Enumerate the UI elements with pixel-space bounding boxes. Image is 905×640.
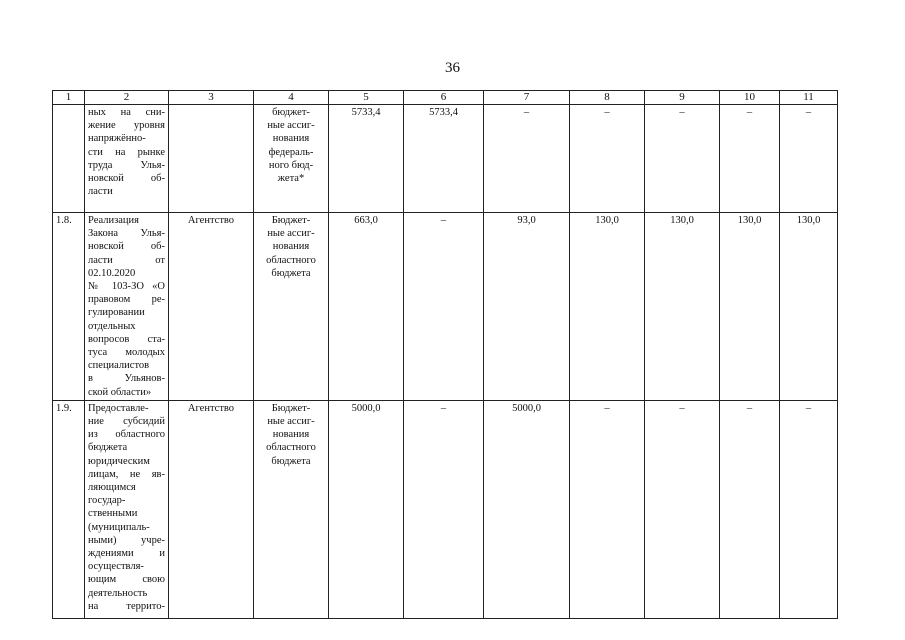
text-line: нования bbox=[272, 429, 310, 441]
text-line: нования bbox=[272, 133, 310, 145]
text-line: федераль- bbox=[268, 146, 314, 158]
column-header: 5 bbox=[329, 91, 404, 105]
text-line: Предоставле- bbox=[88, 402, 149, 414]
budget-table bbox=[52, 90, 838, 619]
activity-name-cell bbox=[85, 105, 169, 213]
text-line: бюджет- bbox=[272, 107, 310, 118]
text-line: бюджета bbox=[88, 442, 128, 454]
text-line: гулировании bbox=[88, 307, 145, 319]
text-line: туса молодых bbox=[88, 347, 165, 359]
value-cell: 130,0 bbox=[780, 213, 838, 401]
value-cell: – bbox=[780, 105, 838, 213]
text-line: № 103-ЗО «О bbox=[88, 281, 165, 293]
text-line: из областного bbox=[88, 429, 165, 441]
funding-source-cell bbox=[254, 213, 329, 401]
row-number-cell: 1.8. bbox=[53, 213, 85, 401]
value-cell: – bbox=[570, 400, 645, 618]
text-line: областного bbox=[266, 442, 316, 454]
executor-cell: Агентство bbox=[169, 213, 254, 401]
text-line: ласти bbox=[88, 186, 113, 198]
text-line: жета* bbox=[277, 173, 305, 185]
activity-name-cell bbox=[85, 213, 169, 401]
column-header: 9 bbox=[645, 91, 720, 105]
text-line: ляющимся bbox=[88, 482, 136, 494]
text-line: ние субсидий bbox=[88, 416, 165, 428]
text-line: ской области» bbox=[88, 386, 152, 398]
page-number: 36 bbox=[445, 60, 460, 76]
value-cell: 130,0 bbox=[720, 213, 780, 401]
text-line: на террито- bbox=[88, 600, 165, 612]
text-line: 02.10.2020 bbox=[88, 267, 136, 279]
table-row bbox=[53, 213, 838, 401]
value-cell: – bbox=[720, 105, 780, 213]
text-line: отдельных bbox=[88, 320, 136, 332]
text-line: ждениями и bbox=[88, 548, 165, 560]
value-cell: 93,0 bbox=[484, 213, 570, 401]
value-cell: 130,0 bbox=[570, 213, 645, 401]
text-line: нования bbox=[272, 241, 310, 253]
text-line: Закона Улья- bbox=[88, 228, 165, 240]
text-line: юридическим bbox=[88, 455, 150, 467]
value-cell: – bbox=[720, 400, 780, 618]
text-line: Бюджет- bbox=[271, 402, 311, 414]
text-line: Реализация bbox=[88, 215, 139, 226]
text-line: новской об- bbox=[88, 241, 165, 253]
column-header: 6 bbox=[404, 91, 484, 105]
value-cell: 663,0 bbox=[329, 213, 404, 401]
executor-cell bbox=[169, 105, 254, 213]
text-line: лицам, не яв- bbox=[88, 468, 165, 480]
value-cell: 5000,0 bbox=[484, 400, 570, 618]
text-line: напряжённо- bbox=[88, 133, 146, 145]
text-line: бюджета bbox=[271, 455, 311, 467]
value-cell: 5733,4 bbox=[404, 105, 484, 213]
value-cell: – bbox=[645, 400, 720, 618]
table-header-row bbox=[53, 91, 838, 105]
text-line: вопросов ста- bbox=[88, 333, 165, 345]
table-row bbox=[53, 105, 838, 213]
funding-source-cell bbox=[254, 400, 329, 618]
text-line: ные ассиг- bbox=[267, 120, 315, 132]
column-header: 3 bbox=[169, 91, 254, 105]
column-header: 2 bbox=[85, 91, 169, 105]
column-header: 10 bbox=[720, 91, 780, 105]
text-line: осуществля- bbox=[88, 561, 144, 573]
text-line: специалистов bbox=[88, 360, 150, 372]
value-cell: – bbox=[645, 105, 720, 213]
column-header: 4 bbox=[254, 91, 329, 105]
value-cell: 5733,4 bbox=[329, 105, 404, 213]
text-line: бюджета bbox=[271, 267, 311, 279]
value-cell: – bbox=[404, 400, 484, 618]
column-header: 7 bbox=[484, 91, 570, 105]
text-line: ющим свою bbox=[88, 574, 165, 586]
text-line: ными) учре- bbox=[88, 534, 165, 546]
column-header: 1 bbox=[53, 91, 85, 105]
text-line: труда Улья- bbox=[88, 159, 165, 171]
text-line: государ- bbox=[88, 495, 126, 507]
text-line: в Ульянов- bbox=[88, 373, 165, 385]
table-row bbox=[53, 400, 838, 618]
value-cell: – bbox=[570, 105, 645, 213]
text-line: Бюджет- bbox=[271, 215, 311, 226]
activity-name-cell bbox=[85, 400, 169, 618]
column-header: 8 bbox=[570, 91, 645, 105]
funding-source-cell bbox=[254, 105, 329, 213]
text-line: (муниципаль- bbox=[88, 521, 150, 533]
text-line: ласти от bbox=[88, 254, 165, 266]
text-line: сти на рынке bbox=[88, 146, 165, 158]
table-header bbox=[53, 91, 838, 105]
text-line: ных на сни- bbox=[88, 107, 165, 118]
value-cell: – bbox=[484, 105, 570, 213]
text-line: областного bbox=[266, 254, 316, 266]
text-line: ные ассиг- bbox=[267, 416, 315, 428]
column-header: 11 bbox=[780, 91, 838, 105]
text-line: жение уровня bbox=[88, 120, 165, 132]
text-line: ственными bbox=[88, 508, 138, 520]
row-number-cell bbox=[53, 105, 85, 213]
executor-cell: Агентство bbox=[169, 400, 254, 618]
text-line: деятельность bbox=[88, 587, 148, 599]
text-line: правовом ре- bbox=[88, 294, 165, 306]
text-line: ного бюд- bbox=[268, 159, 314, 171]
row-number-cell: 1.9. bbox=[53, 400, 85, 618]
text-line: ные ассиг- bbox=[267, 228, 315, 240]
value-cell: – bbox=[780, 400, 838, 618]
text-line: новской об- bbox=[88, 173, 165, 185]
value-cell: 130,0 bbox=[645, 213, 720, 401]
value-cell: – bbox=[404, 213, 484, 401]
value-cell: 5000,0 bbox=[329, 400, 404, 618]
